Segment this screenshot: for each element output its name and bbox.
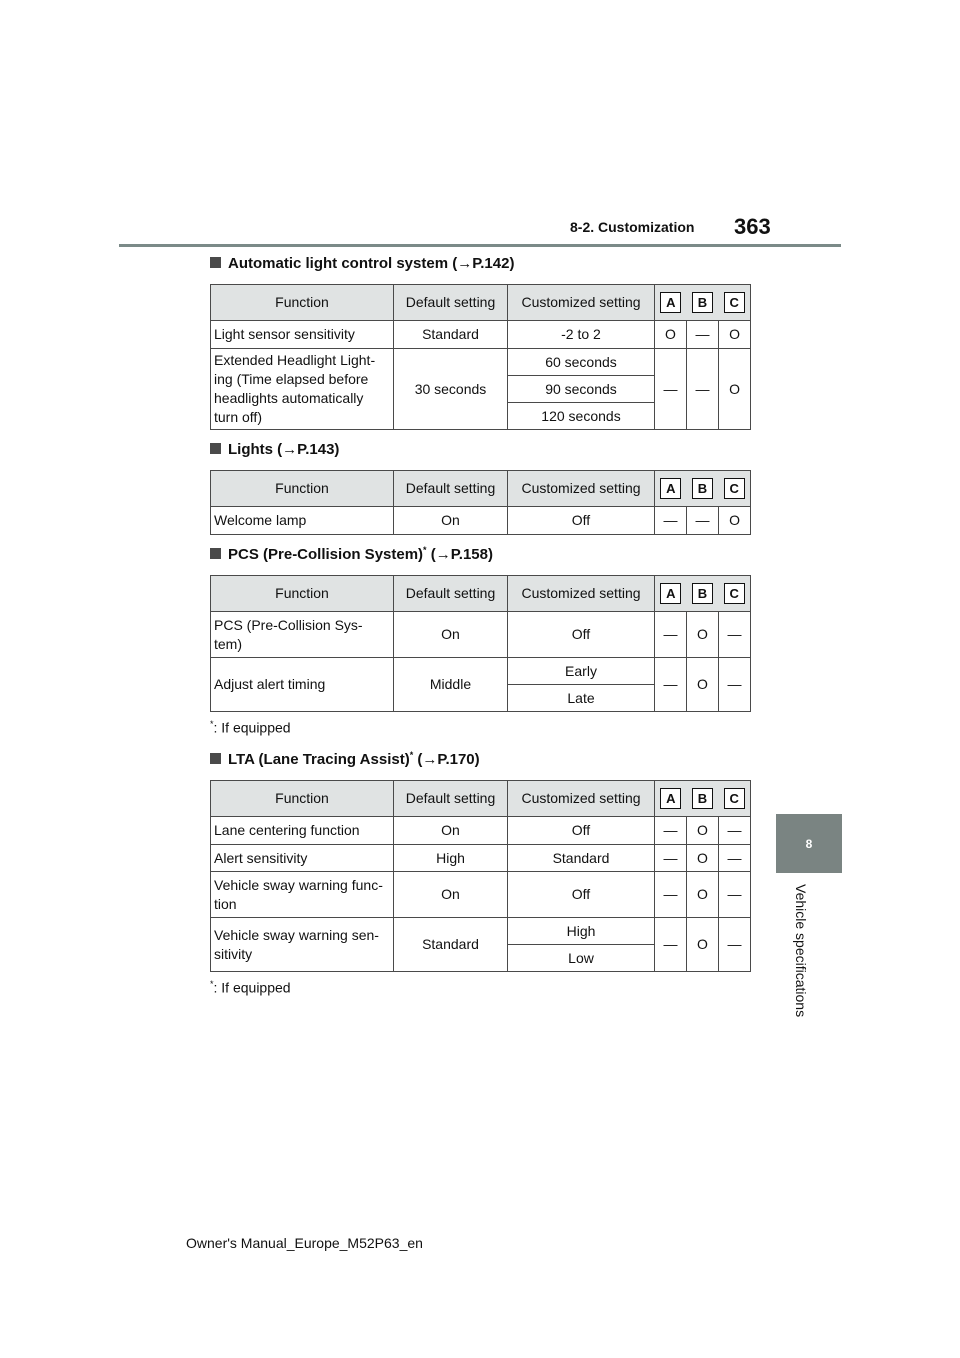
header-function: Function: [211, 471, 394, 507]
cell-mark-c: —: [719, 817, 751, 845]
cell-mark-a: O: [655, 321, 687, 349]
cell-customized: Off: [508, 817, 655, 845]
letter-b-icon: B: [692, 478, 713, 499]
letter-a-icon: A: [660, 292, 681, 313]
header-letters: [655, 781, 751, 817]
cell-mark-c: —: [719, 918, 751, 972]
cell-mark-b: O: [687, 658, 719, 712]
footnote: [210, 979, 291, 996]
header-function: Function: [211, 285, 394, 321]
square-bullet-icon: [210, 548, 221, 559]
section-heading-auto-light: [210, 255, 514, 272]
table-row: [211, 349, 751, 376]
cell-mark-b: O: [687, 918, 719, 972]
cell-mark-c: —: [719, 872, 751, 918]
footnote-mark: *: [409, 750, 414, 760]
cell-customized: Late: [508, 685, 655, 712]
cell-default: Standard: [394, 321, 508, 349]
cell-mark-a: —: [655, 918, 687, 972]
cell-mark-c: —: [719, 612, 751, 658]
table-row: [211, 845, 751, 872]
cell-mark-b: O: [687, 872, 719, 918]
cell-default: On: [394, 872, 508, 918]
header-default: Default setting: [394, 576, 508, 612]
table-header-row: [211, 576, 751, 612]
cell-customized: 120 seconds: [508, 403, 655, 430]
cell-mark-a: —: [655, 872, 687, 918]
cell-function: Welcome lamp: [211, 507, 394, 535]
cell-mark-a: —: [655, 817, 687, 845]
letter-b-icon: B: [692, 583, 713, 604]
cell-mark-b: O: [687, 845, 719, 872]
cell-customized: Early: [508, 658, 655, 685]
section-title: 8-2. Customization: [570, 219, 695, 235]
auto-light-table: [210, 284, 751, 430]
header-default: Default setting: [394, 471, 508, 507]
chapter-tab[interactable]: [776, 814, 842, 873]
cell-mark-a: —: [655, 507, 687, 535]
letter-c-icon: C: [724, 583, 745, 604]
letter-b-icon: B: [692, 292, 713, 313]
cell-function: PCS (Pre-Collision Sys-tem): [211, 612, 394, 658]
cell-customized: Off: [508, 612, 655, 658]
cell-default: On: [394, 507, 508, 535]
table-row: [211, 658, 751, 685]
cell-mark-c: O: [719, 507, 751, 535]
table-row: [211, 321, 751, 349]
cell-default: On: [394, 612, 508, 658]
footnote: [210, 719, 291, 736]
cell-customized: Low: [508, 945, 655, 972]
heading-text: Lights (→P.143): [228, 441, 340, 458]
header-letters: [655, 471, 751, 507]
cell-mark-c: —: [719, 845, 751, 872]
letter-c-icon: C: [724, 788, 745, 809]
letter-b-icon: B: [692, 788, 713, 809]
footnote-mark: *: [423, 545, 427, 555]
cell-mark-b: O: [687, 817, 719, 845]
page-number: 363: [734, 214, 771, 239]
letter-a-icon: A: [660, 583, 681, 604]
lights-table: [210, 470, 751, 535]
table-row: [211, 817, 751, 845]
cell-function: Vehicle sway warning sen-sitivity: [211, 918, 394, 972]
cell-function: Vehicle sway warning func-tion: [211, 872, 394, 918]
section-heading-pcs: [210, 545, 493, 563]
square-bullet-icon: [210, 257, 221, 268]
header-customized: Customized setting: [508, 781, 655, 817]
cell-customized: 90 seconds: [508, 376, 655, 403]
header-rule: [119, 244, 841, 247]
cell-mark-a: —: [655, 612, 687, 658]
header-default: Default setting: [394, 781, 508, 817]
cell-function: Light sensor sensitivity: [211, 321, 394, 349]
header-function: Function: [211, 781, 394, 817]
cell-function: Lane centering function: [211, 817, 394, 845]
table-header-row: [211, 471, 751, 507]
cell-default: Standard: [394, 918, 508, 972]
letter-c-icon: C: [724, 478, 745, 499]
cell-customized: -2 to 2: [508, 321, 655, 349]
cell-mark-b: —: [687, 349, 719, 430]
heading-text: PCS (Pre-Collision System): [228, 546, 424, 563]
cell-customized: 60 seconds: [508, 349, 655, 376]
table-row: [211, 507, 751, 535]
cell-customized: High: [508, 918, 655, 945]
footnote-text: : If equipped: [213, 979, 291, 996]
cell-function: Adjust alert timing: [211, 658, 394, 712]
pcs-table: [210, 575, 751, 712]
header-customized: Customized setting: [508, 285, 655, 321]
cell-mark-a: —: [655, 658, 687, 712]
header-letters: [655, 576, 751, 612]
letter-c-icon: C: [724, 292, 745, 313]
cell-default: 30 seconds: [394, 349, 508, 430]
cell-mark-c: O: [719, 321, 751, 349]
cell-function: Extended Headlight Light-ing (Time elapsed before headlights automatically turn off): [211, 349, 394, 430]
cell-mark-b: O: [687, 612, 719, 658]
cell-mark-a: —: [655, 349, 687, 430]
footnote-mark: *: [210, 979, 214, 989]
footer-manual-id: Owner's Manual_Europe_M52P63_en: [186, 1235, 423, 1251]
cell-function: Alert sensitivity: [211, 845, 394, 872]
header-function: Function: [211, 576, 394, 612]
section-heading-lights: [210, 441, 339, 458]
heading-ref: (→P.158): [426, 546, 493, 563]
letter-a-icon: A: [660, 478, 681, 499]
table-row: [211, 612, 751, 658]
heading-ref: (→P.170): [413, 751, 480, 768]
cell-mark-c: —: [719, 658, 751, 712]
square-bullet-icon: [210, 753, 221, 764]
header-default: Default setting: [394, 285, 508, 321]
cell-default: On: [394, 817, 508, 845]
header-customized: Customized setting: [508, 576, 655, 612]
square-bullet-icon: [210, 443, 221, 454]
cell-customized: Standard: [508, 845, 655, 872]
cell-mark-b: —: [687, 321, 719, 349]
letter-a-icon: A: [660, 788, 681, 809]
cell-mark-a: —: [655, 845, 687, 872]
table-header-row: [211, 781, 751, 817]
header-letters: [655, 285, 751, 321]
cell-default: High: [394, 845, 508, 872]
chapter-title: Vehicle specifications: [793, 884, 809, 1018]
table-header-row: [211, 285, 751, 321]
cell-customized: Off: [508, 507, 655, 535]
footnote-mark: *: [210, 719, 214, 729]
cell-mark-c: O: [719, 349, 751, 430]
table-row: [211, 872, 751, 918]
section-heading-lta: [210, 750, 480, 768]
cell-mark-b: —: [687, 507, 719, 535]
header-customized: Customized setting: [508, 471, 655, 507]
heading-text: Automatic light control system (→P.142): [228, 255, 515, 272]
footnote-text: : If equipped: [213, 719, 291, 736]
cell-default: Middle: [394, 658, 508, 712]
chapter-number: 8: [805, 836, 813, 851]
lta-table: [210, 780, 751, 972]
heading-text: LTA (Lane Tracing Assist): [228, 751, 410, 768]
cell-customized: Off: [508, 872, 655, 918]
table-row: [211, 918, 751, 945]
